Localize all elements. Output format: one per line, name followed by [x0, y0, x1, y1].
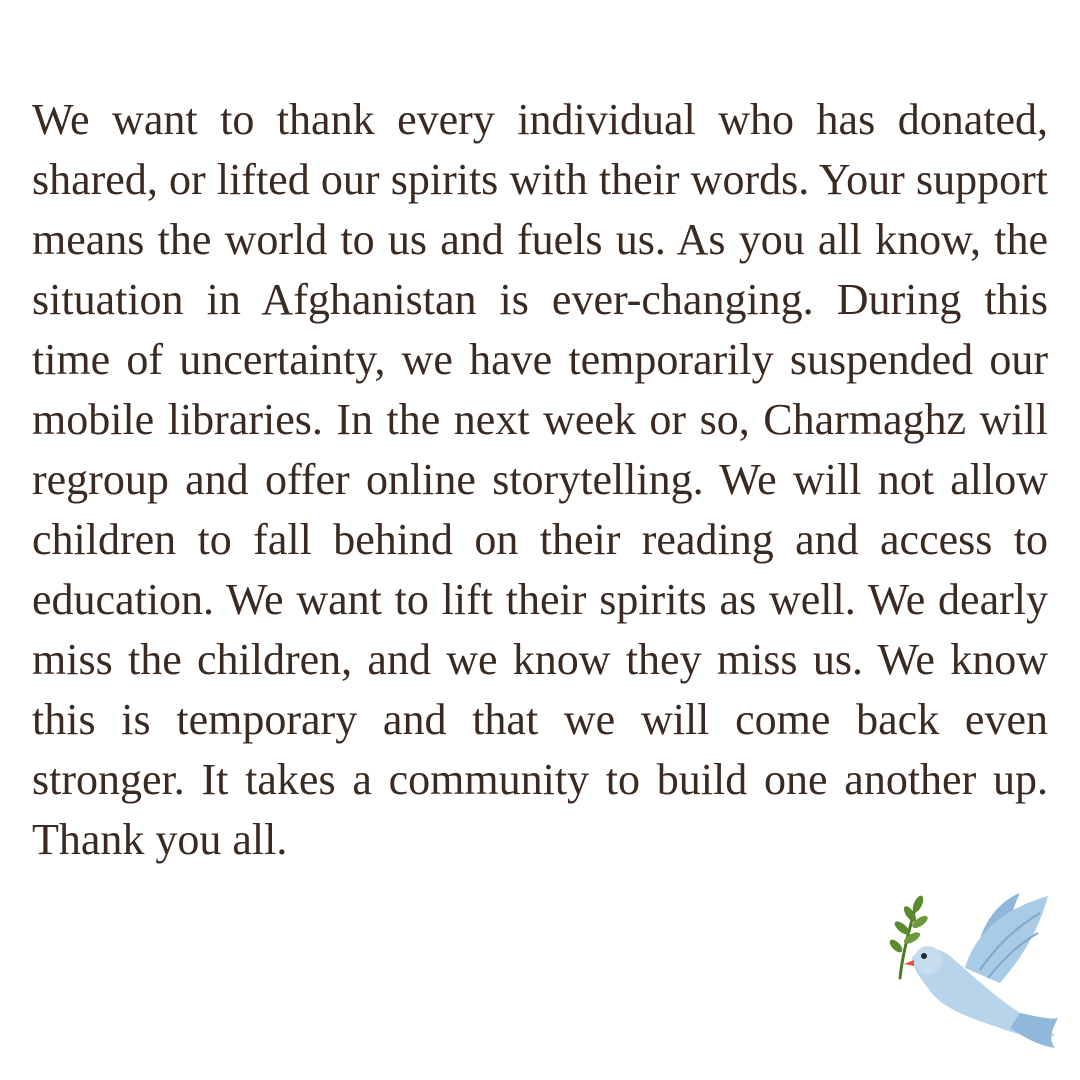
post-message-text: We want to thank every individual who has donated, shared, or lifted our spirits with their words. Your support means the world to us and fuels us. As you all know, the situation in Afghanistan is ever-changing. During this time of uncertainty, we have temporarily suspended our mobile libraries. In the next week or so, Charmaghz will regroup and offer online storytelling. We will not allow children to fall behind on their reading and access to education. We want to lift their spirits as well. We dearly miss the children, and we know they miss us. We know this is temporary and that we will come back even stronger. It takes a community to build one another up. Thank you all.: [32, 95, 1048, 864]
dove-with-olive-branch-icon: [880, 888, 1060, 1058]
